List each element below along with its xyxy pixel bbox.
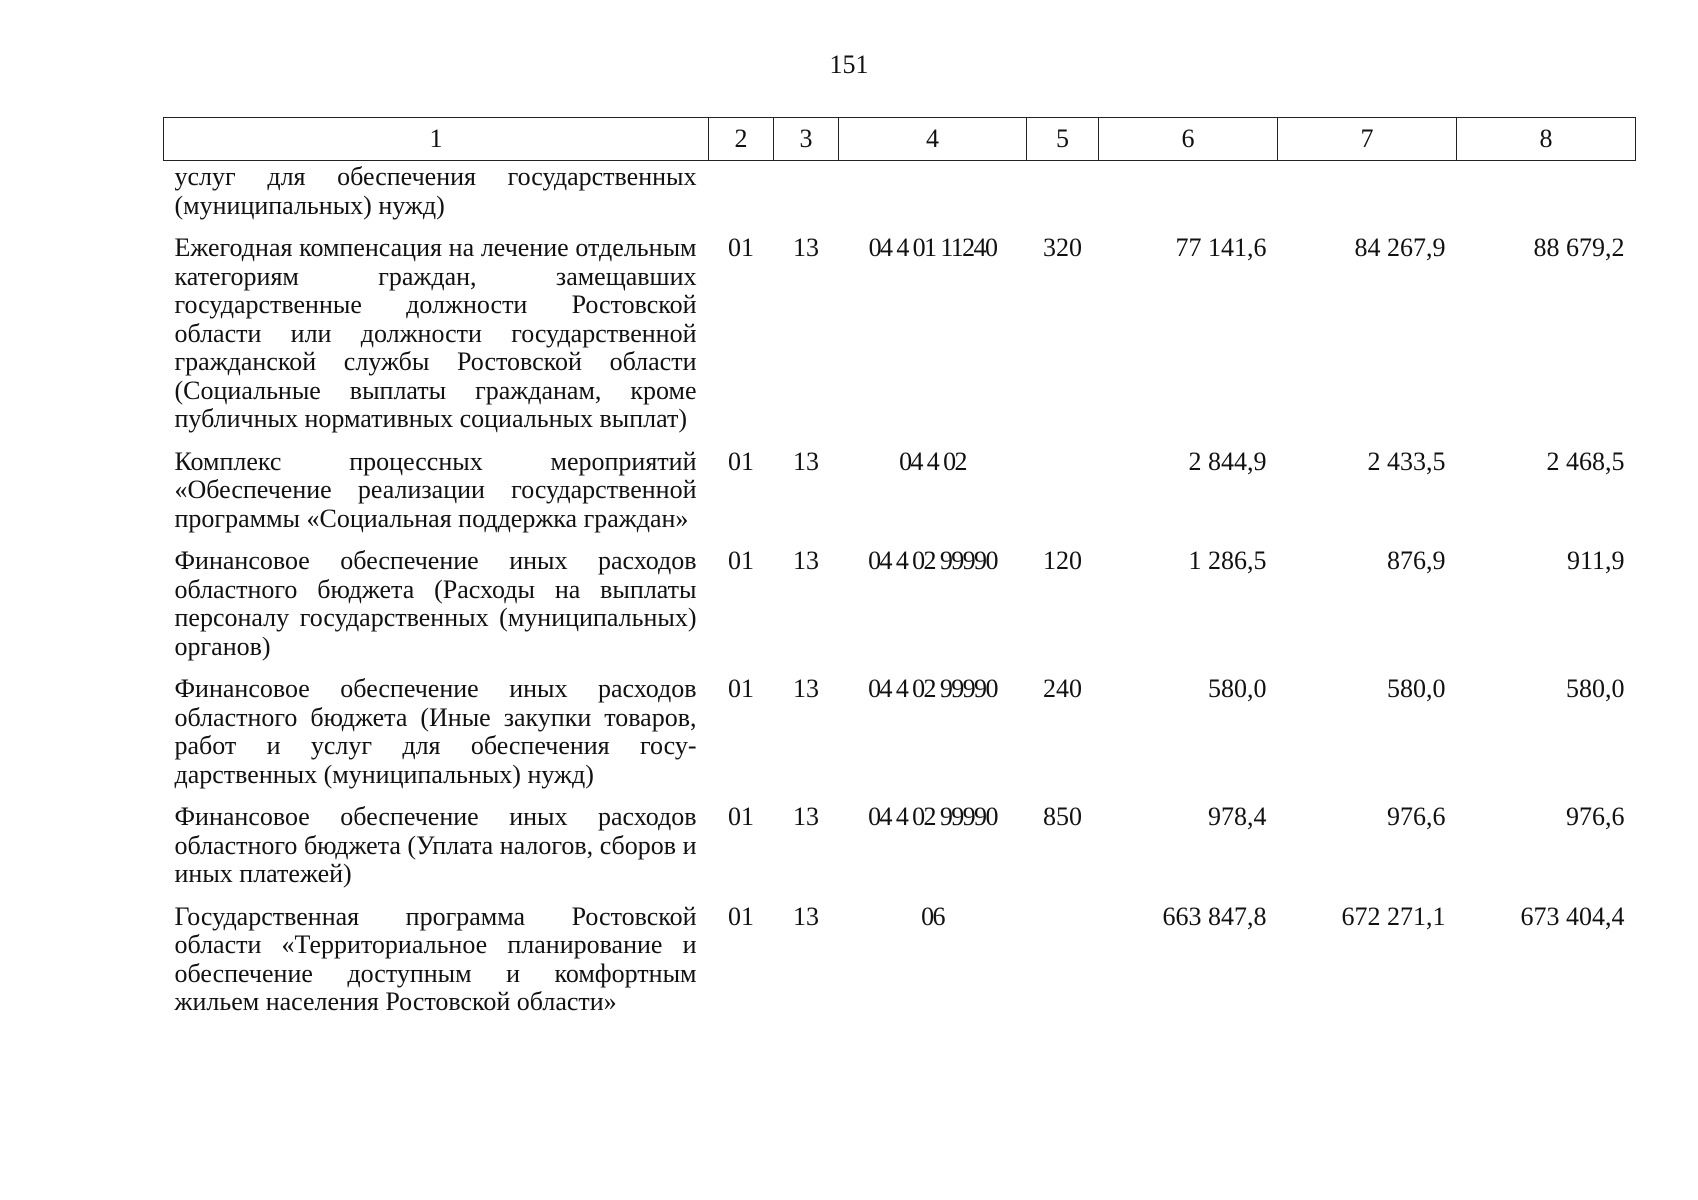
amount-col7-cell: 876,9 <box>1387 546 1446 575</box>
amount-col6-cell <box>1099 161 1278 229</box>
amount-col8-cell: 88 679,2 <box>1533 233 1625 262</box>
table-row <box>164 161 1636 229</box>
column-header-5: 5 <box>1027 118 1099 161</box>
table-header <box>164 118 1636 161</box>
section-code-cell: 01 <box>728 546 754 575</box>
section-code-cell <box>709 161 774 229</box>
row-name-cell: Комплекс процессных мероприятий «Обеспечение реализации государственной программы «Социальная поддержка граждан» <box>174 446 697 533</box>
section-code-cell: 01 <box>728 446 754 476</box>
amount-col8-cell: 2 468,5 <box>1546 446 1625 476</box>
amount-col8-cell <box>1457 161 1636 229</box>
amount-col8-cell: 976,6 <box>1566 802 1625 831</box>
section-code-cell: 01 <box>728 802 754 831</box>
subsection-code-cell: 13 <box>793 674 819 703</box>
amount-col6-cell: 580,0 <box>1208 674 1267 703</box>
amount-col6-cell: 978,4 <box>1208 802 1267 831</box>
row-name-cell: Ежегодная компенсация на лечение отдельным категориям граждан, замещавших государственные должности Ростовской области или должности государственной гражданской службы Ростовской области (Социальные выплаты гражданам, кроме публичных нормативных социальных выплат) <box>174 233 697 433</box>
target-item-code-cell: 04 4 02 <box>899 446 966 476</box>
amount-col7-cell: 84 267,9 <box>1354 233 1446 262</box>
expense-type-code-cell: 240 <box>1043 674 1082 703</box>
column-header-8: 8 <box>1457 118 1636 161</box>
expense-type-code-cell <box>1027 161 1099 229</box>
subsection-code-cell: 13 <box>793 802 819 831</box>
target-item-code-cell: 04 4 01 11240 <box>868 233 997 262</box>
budget-table <box>163 117 1636 1025</box>
expense-type-code-cell: 850 <box>1043 802 1082 831</box>
expense-type-code-cell: 320 <box>1043 233 1082 262</box>
header-row <box>164 118 1636 161</box>
target-item-code-cell: 06 <box>921 901 944 931</box>
row-name-cell: Финансовое обеспечение иных расходов областного бюджета (Иные закупки товаров, работ и услуг для обеспечения государственных (муниципальных) нужд) <box>174 674 697 789</box>
table-row <box>164 541 1636 669</box>
target-item-code-cell <box>839 161 1027 229</box>
table-row <box>164 228 1636 442</box>
row-name-cell: услуг для обеспечения государственных (муниципальных) нужд) <box>174 162 697 220</box>
amount-col8-cell: 580,0 <box>1566 674 1625 703</box>
subsection-code-cell: 13 <box>793 901 819 931</box>
amount-col8-cell: 911,9 <box>1566 546 1625 575</box>
row-name-cell: Финансовое обеспечение иных расходов областного бюджета (Уплата налогов, сборов и иных платежей) <box>174 802 697 888</box>
column-header-6: 6 <box>1099 118 1278 161</box>
table-row <box>164 797 1636 897</box>
expense-type-code-cell: 120 <box>1043 546 1082 575</box>
subsection-code-cell: 13 <box>793 546 819 575</box>
subsection-code-cell: 13 <box>793 446 819 476</box>
section-code-cell: 01 <box>728 901 754 931</box>
row-name-cell: Финансовое обеспечение иных расходов областного бюджета (Расходы на выплаты персоналу государственных (муниципальных) органов) <box>174 546 697 661</box>
page-number: 151 <box>829 50 869 79</box>
column-header-1: 1 <box>164 118 709 161</box>
amount-col7-cell: 580,0 <box>1387 674 1446 703</box>
subsection-code-cell <box>774 161 839 229</box>
target-item-code-cell: 04 4 02 99990 <box>868 674 997 703</box>
column-header-7: 7 <box>1278 118 1457 161</box>
expense-type-code-cell <box>1027 442 1099 542</box>
column-header-2: 2 <box>709 118 774 161</box>
amount-col6-cell: 663 847,8 <box>1162 901 1267 931</box>
amount-col7-cell: 672 271,1 <box>1341 901 1446 931</box>
amount-col7-cell: 2 433,5 <box>1367 446 1446 476</box>
amount-col6-cell: 77 141,6 <box>1175 233 1267 262</box>
table-row <box>164 442 1636 542</box>
table-row <box>164 897 1636 1025</box>
column-header-4: 4 <box>839 118 1027 161</box>
amount-col7-cell: 976,6 <box>1387 802 1446 831</box>
subsection-code-cell: 13 <box>793 233 819 262</box>
amount-col7-cell <box>1278 161 1457 229</box>
amount-col6-cell: 2 844,9 <box>1188 446 1267 476</box>
target-item-code-cell: 04 4 02 99990 <box>868 546 997 575</box>
column-header-3: 3 <box>774 118 839 161</box>
table-row <box>164 669 1636 797</box>
row-name-cell: Государственная программа Ростовской области «Территориальное планирование и обеспечение доступным и комфортным жильем населения Ростовской области» <box>174 901 697 1016</box>
section-code-cell: 01 <box>728 674 754 703</box>
expense-type-code-cell <box>1027 897 1099 1025</box>
amount-col8-cell: 673 404,4 <box>1520 901 1625 931</box>
amount-col6-cell: 1 286,5 <box>1188 546 1267 575</box>
target-item-code-cell: 04 4 02 99990 <box>868 802 997 831</box>
section-code-cell: 01 <box>728 233 754 262</box>
table-body <box>164 161 1636 1025</box>
